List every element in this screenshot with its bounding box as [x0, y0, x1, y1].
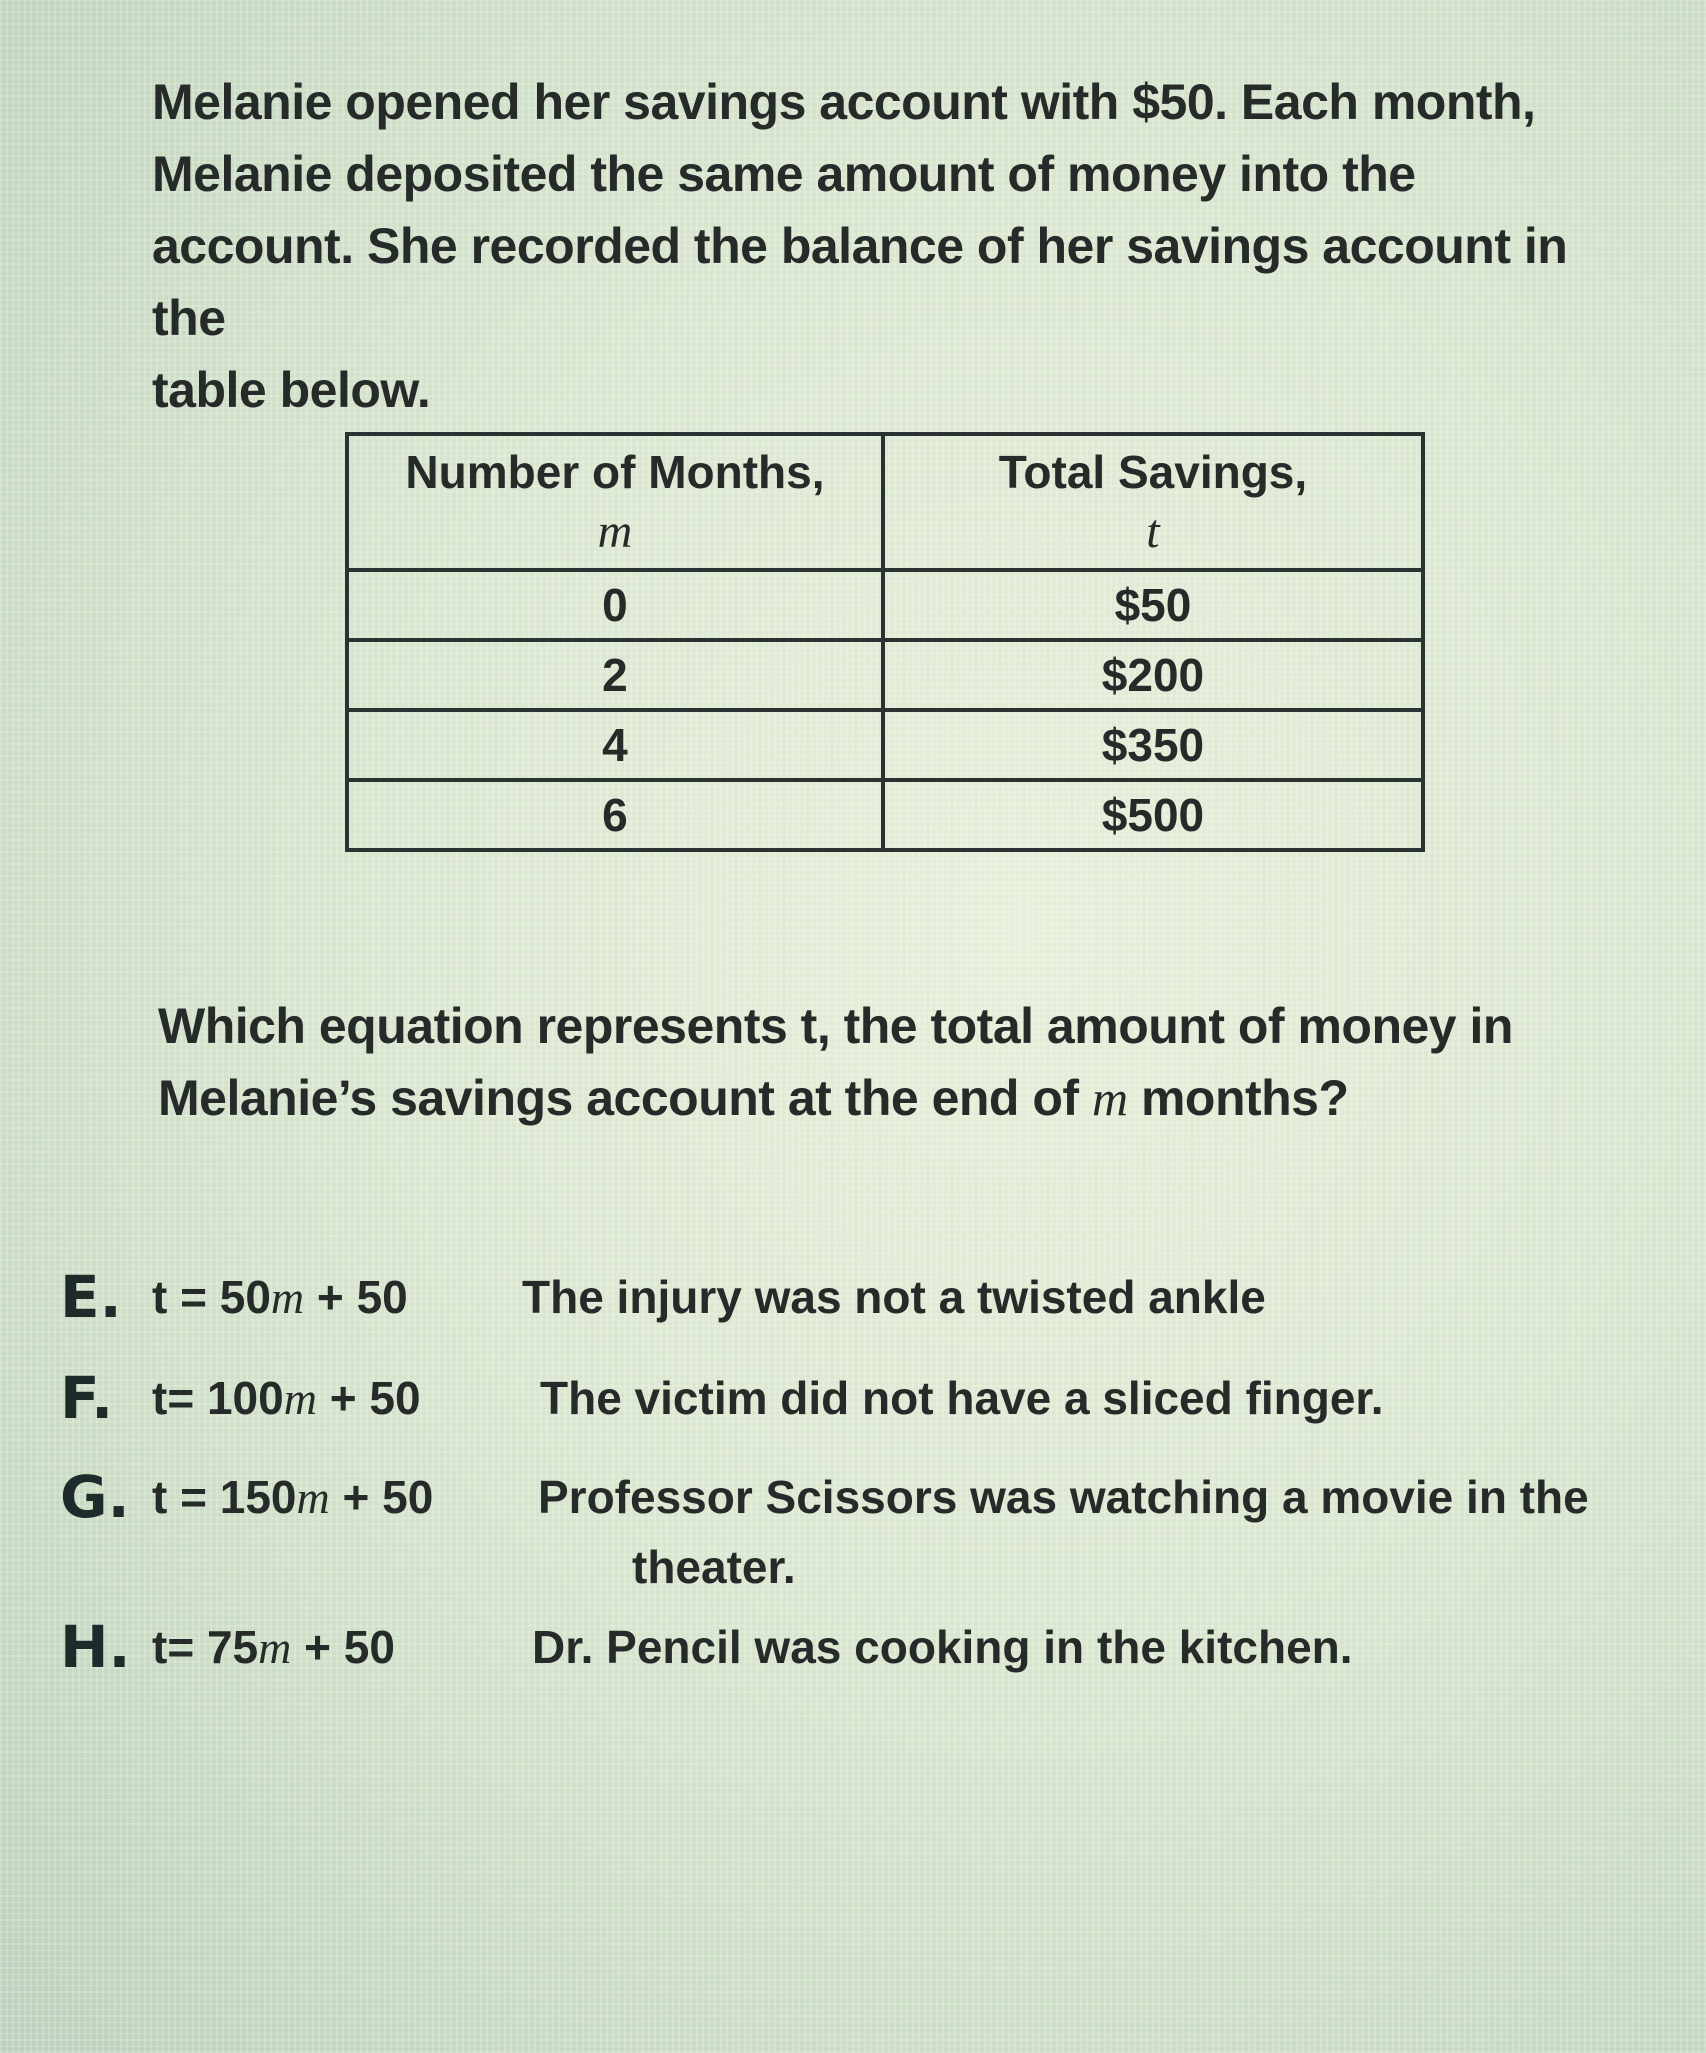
option-note: The injury was not a twisted ankle	[522, 1271, 1266, 1323]
option-letter: H.	[60, 1613, 131, 1681]
eq-var: m	[258, 1622, 292, 1673]
savings-cell: $350	[883, 710, 1423, 780]
intro-line-3: account. She recorded the balance of her savings account in the	[152, 218, 1568, 346]
problem-intro	[152, 66, 1622, 426]
option-equation	[152, 1363, 421, 1434]
eq-coef: t= 100	[152, 1372, 284, 1424]
option-letter: F.	[60, 1364, 114, 1432]
savings-cell: $200	[883, 640, 1423, 710]
eq-var: m	[296, 1472, 330, 1523]
option-note: The victim did not have a sliced finger.	[540, 1372, 1384, 1424]
option-note: Professor Scissors was watching a movie in the	[538, 1471, 1589, 1523]
savings-table	[345, 432, 1425, 852]
eq-const: + 50	[329, 1471, 434, 1523]
table-row	[347, 710, 1423, 780]
question-text	[158, 990, 1598, 1134]
option-equation	[152, 1612, 395, 1683]
header-savings	[883, 434, 1423, 570]
question-line-2	[158, 1062, 1598, 1134]
months-cell: 6	[347, 780, 883, 850]
eq-const: + 50	[291, 1621, 395, 1673]
option-note: Dr. Pencil was cooking in the kitchen.	[532, 1621, 1353, 1673]
header-savings-label: Total Savings,	[998, 446, 1308, 498]
table-row	[347, 570, 1423, 640]
months-cell: 0	[347, 570, 883, 640]
eq-coef: t= 75	[152, 1621, 259, 1673]
savings-cell: $500	[883, 780, 1423, 850]
eq-coef: t = 50	[152, 1271, 271, 1323]
table-row	[347, 640, 1423, 710]
option-equation	[152, 1262, 408, 1333]
table-header-row	[347, 434, 1423, 570]
option-note-cont: theater.	[632, 1541, 796, 1593]
intro-line-2: Melanie deposited the same amount of money into the	[152, 146, 1416, 202]
question-line-1: Which equation represents t, the total amount of money in	[158, 998, 1513, 1054]
header-months-var: m	[597, 505, 633, 558]
header-months-label: Number of Months,	[405, 446, 825, 498]
header-savings-var: t	[1146, 505, 1160, 558]
intro-line-1: Melanie opened her savings account with $50. Each month,	[152, 74, 1536, 130]
option-letter: G.	[60, 1463, 130, 1531]
header-months	[347, 434, 883, 570]
option-equation	[152, 1462, 433, 1533]
eq-var: m	[283, 1373, 317, 1424]
question-line-2a: Melanie’s savings account at the end of	[158, 1070, 1092, 1126]
option-letter: E.	[60, 1263, 122, 1331]
months-cell: 2	[347, 640, 883, 710]
option-g-note-continued	[632, 1532, 796, 1602]
question-line-2b: months?	[1127, 1070, 1349, 1126]
eq-coef: t = 150	[152, 1471, 297, 1523]
eq-var: m	[270, 1272, 305, 1323]
table-row	[347, 780, 1423, 850]
eq-const: + 50	[304, 1271, 408, 1323]
eq-const: + 50	[316, 1372, 421, 1424]
intro-line-4: table below.	[152, 362, 431, 418]
question-var-m: m	[1091, 1070, 1128, 1126]
savings-cell: $50	[883, 570, 1423, 640]
months-cell: 4	[347, 710, 883, 780]
